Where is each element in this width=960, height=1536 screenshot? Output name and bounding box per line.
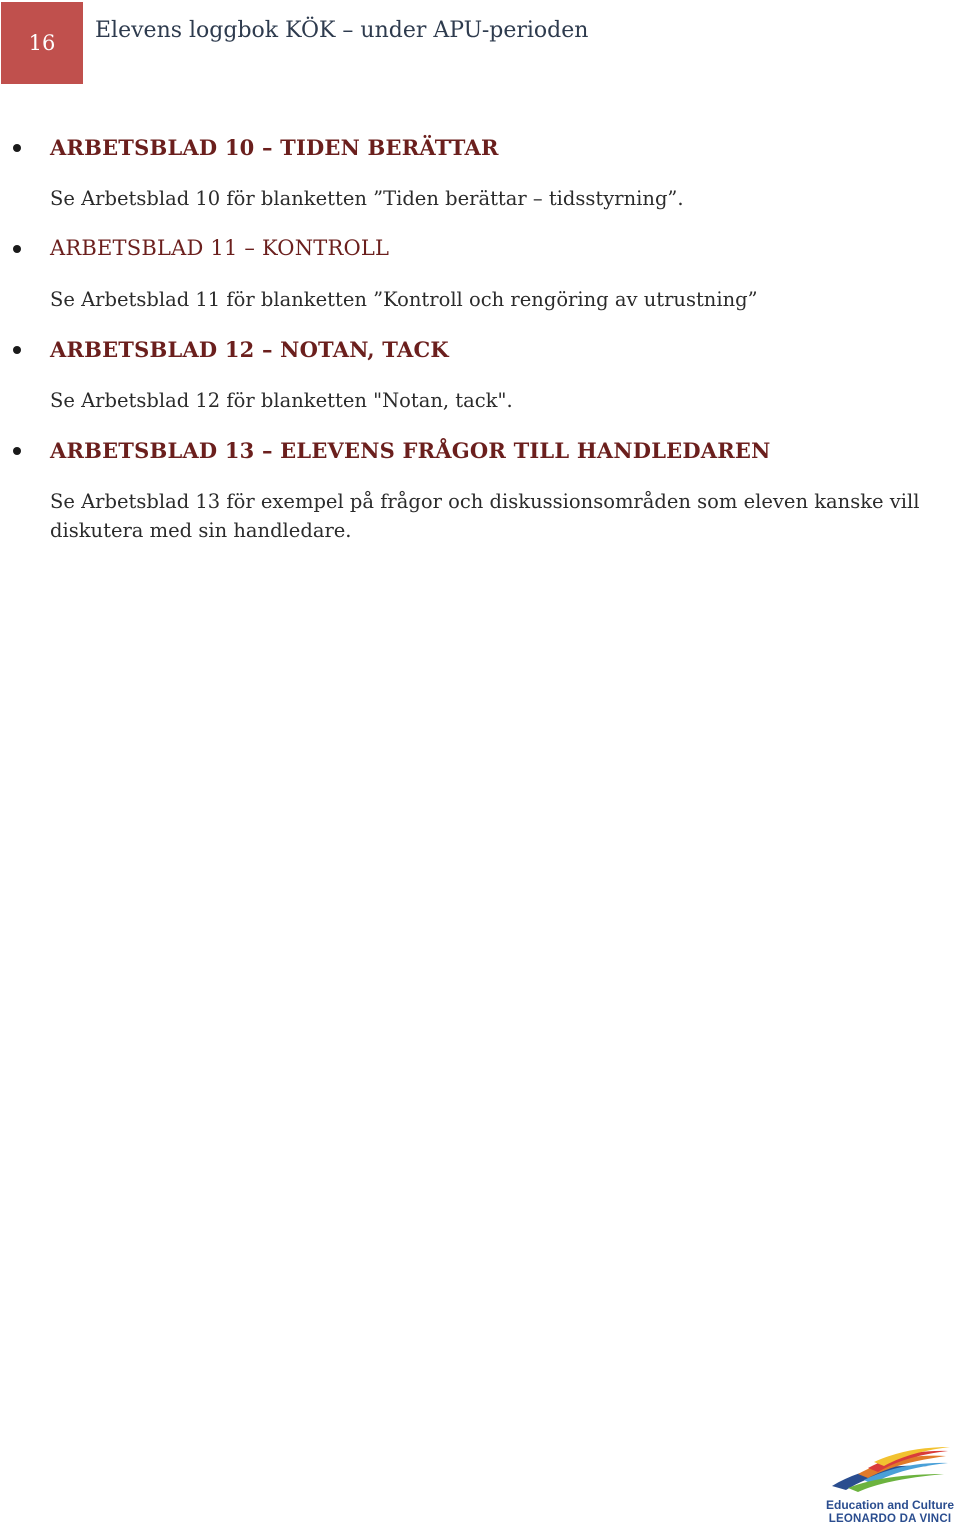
- logo-text-line2: LEONARDO DA VINCI: [828, 1513, 952, 1525]
- education-culture-swoosh-icon: [828, 1446, 952, 1498]
- section-body: Se Arbetsblad 11 för blanketten ”Kontroll och rengöring av utrustning”: [50, 288, 758, 311]
- section-heading: ARBETSBLAD 12 – NOTAN, TACK: [50, 337, 449, 362]
- page-number-box: [1, 2, 83, 84]
- section-body: Se Arbetsblad 12 för blanketten "Notan, tack".: [50, 389, 513, 412]
- section-body: Se Arbetsblad 10 för blanketten ”Tiden berättar – tidsstyrning”.: [50, 187, 684, 210]
- bullet-icon: [13, 245, 21, 253]
- bullet-icon: [13, 144, 21, 152]
- section-heading: ARBETSBLAD 13 – ELEVENS FRÅGOR TILL HANDLEDAREN: [50, 438, 771, 463]
- section-heading: ARBETSBLAD 10 – TIDEN BERÄTTAR: [50, 135, 499, 160]
- bullet-icon: [13, 346, 21, 354]
- bullet-icon: [13, 447, 21, 455]
- section-heading: ARBETSBLAD 11 – KONTROLL: [50, 236, 390, 260]
- leonardo-da-vinci-logo: [826, 1446, 954, 1530]
- running-header-title: Elevens loggbok KÖK – under APU-perioden: [95, 18, 589, 43]
- logo-text-line1: Education and Culture: [826, 1498, 955, 1512]
- page-number: 16: [28, 31, 56, 55]
- section-body: Se Arbetsblad 13 för exempel på frågor och diskussionsområden som eleven kanske vill diskutera med sin handledare.: [50, 490, 920, 542]
